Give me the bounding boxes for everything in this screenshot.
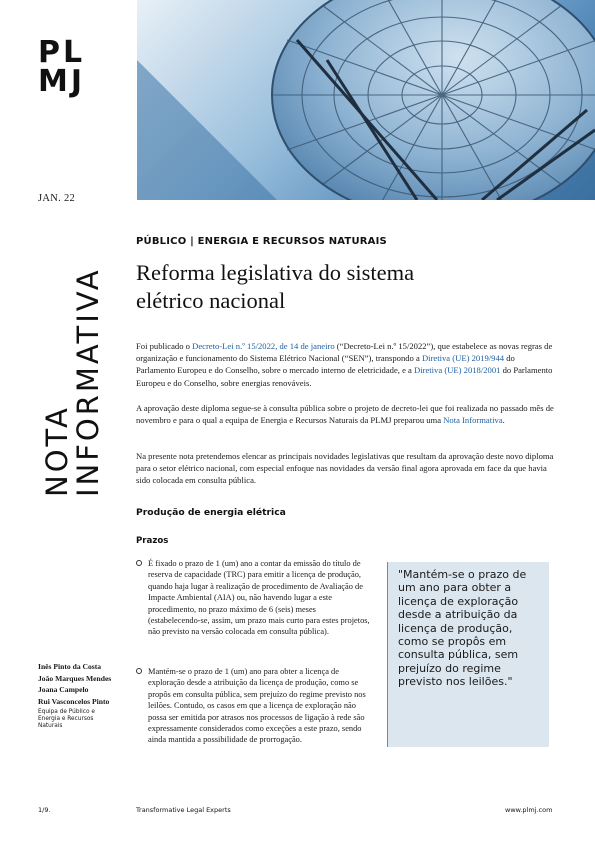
author-name: Inês Pinto da Costa	[38, 662, 102, 671]
subsection-heading: Prazos	[136, 536, 169, 546]
plmj-logo: PL MJ	[38, 35, 86, 99]
bullet-circle-icon	[136, 560, 142, 566]
link-nota-informativa[interactable]: Nota Informativa	[443, 415, 503, 426]
intro-paragraph: Foi publicado o Decreto-Lei n.º 15/2022, de 14 de janeiro (“Decreto-Lei n.º 15/2022”), que estabelece as novas regras de organização e funcionamento do Sistema Elétrico Nacional (“SEN”), transpondo a Diretiva (UE) 2019/944 do Parlamento Europeu e do Conselho, sobre o mercado interno de eletricidade, e a Diretiva (UE) 2018/2001 do Parlamento Europeu e do Conselho, sobre energias renováveis.	[136, 341, 553, 388]
publication-date: JAN. 22	[38, 193, 76, 204]
link-decreto-lei[interactable]: Decreto-Lei n.º 15/2022, de 14 de janeiro	[192, 341, 335, 351]
footer-tagline: Transformative Legal Experts	[136, 806, 231, 814]
author-name: João Marques Mendes	[38, 673, 112, 683]
document-title: Reforma legislativa do sistema elétrico nacional	[136, 260, 415, 313]
list-item: É fixado o prazo de 1 (um) ano a contar da emissão do título de reserva de capacidade (TRC) para emitir a licença de produção, quando haja lugar à realização de procedimento de Avaliação de Impacte Ambiental (AIA) ou, não havendo lugar a este procedimento, no prazo máximo de 6 (seis) meses (estabelecendo-se, assim, um prazo mais curto para estes projetos, não previsto na versão colocada em consulta pública).	[136, 558, 370, 638]
website-link[interactable]: www.plmj.com	[505, 806, 553, 814]
pull-quote: "Mantém-se o prazo de um ano para obter a licença de exploração desde a atribuição da licença de produção, como se propôs em consulta pública, sem prejuízo do regime previsto nos leilões."	[387, 562, 549, 747]
author-name: Joana Campelo	[38, 685, 89, 695]
team-name: Equipa de Público e Energia e Recursos Naturais	[38, 709, 95, 730]
link-diretiva-2018-2001[interactable]: Diretiva (UE) 2018/2001	[414, 365, 501, 376]
authors-list	[38, 663, 118, 730]
second-paragraph: A aprovação deste diploma segue-se à consulta pública sobre o projeto de decreto-lei que foi realizada no passado mês de novembro e para o qual a equipa de Energia e Recursos Naturais da PLMJ preparou uma Nota Informativa.	[136, 403, 554, 426]
list-item: Mantém-se o prazo de 1 (um) ano para obter a licença de exploração desde a atribuição da licença de produção, como se propôs em consulta pública, sem prejuízo do regime previsto nos leilões. Contudo, os casos em que a licença de exploração não possa ser emitida por atrasos nos processos de ligação à rede são expressamente considerados como exceções a este prazo, sendo ainda mantida a possibilidade de prorrogação.	[136, 666, 370, 746]
bullet-circle-icon	[136, 668, 142, 674]
page-number: 1/9.	[38, 806, 51, 814]
third-paragraph: Na presente nota pretendemos elencar as principais novidades legislativas que resultam da aprovação deste novo diploma para o setor elétrico nacional, com especial enfoque nas novidades da versão final agora aprovada em face da que havia sido colocada em consulta pública.	[136, 451, 554, 486]
link-diretiva-2019-944[interactable]: Diretiva (UE) 2019/944	[421, 353, 505, 364]
vertical-title: NOTA INFORMATIVA	[40, 267, 105, 497]
author-name: Rui Vasconcelos Pinto	[38, 696, 110, 706]
hero-image-satellite-dish	[137, 0, 595, 200]
section-heading: Produção de energia elétrica	[136, 507, 286, 518]
category-label: PÚBLICO | ENERGIA E RECURSOS NATURAIS	[136, 236, 387, 247]
